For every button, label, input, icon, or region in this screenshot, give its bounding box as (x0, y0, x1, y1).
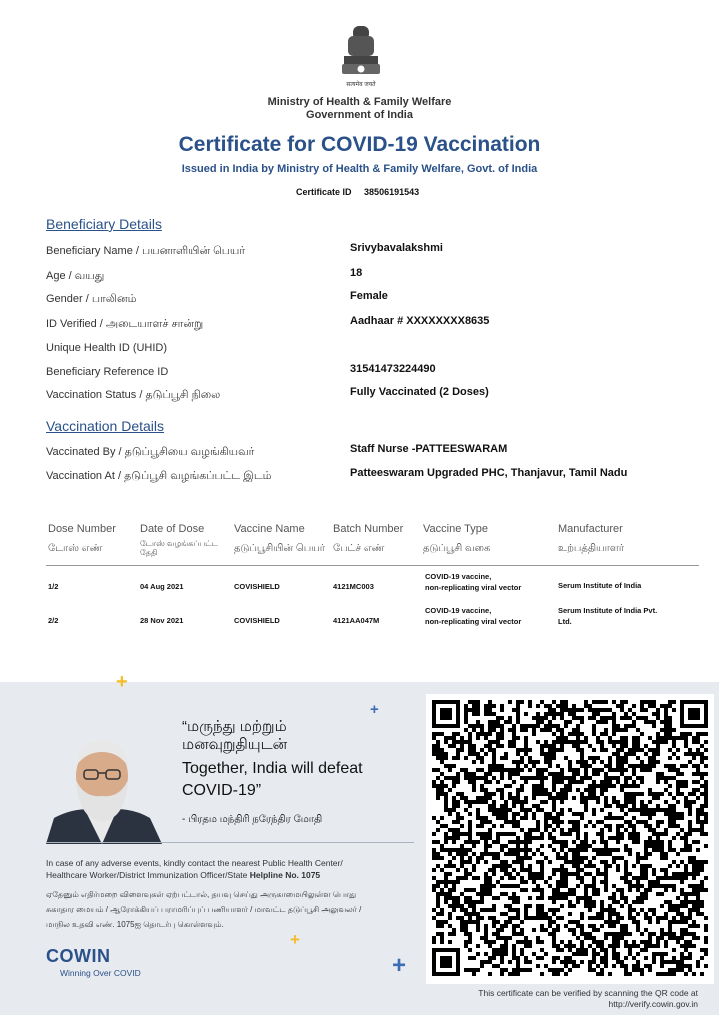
table-header: Batch Number (333, 523, 404, 535)
quote-tamil (182, 718, 287, 754)
vaccine-type: non-replicating viral vector (425, 583, 522, 592)
beneficiary-value: Fully Vaccinated (2 Doses) (350, 386, 489, 398)
manufacturer: Ltd. (558, 617, 572, 626)
pm-attribution: - பிரதம மந்திரி நரேந்திர மோதி (182, 814, 323, 825)
beneficiary-value: 31541473224490 (350, 363, 436, 375)
table-header-tamil: உற்பத்தியாளர் (558, 543, 625, 554)
pm-portrait (46, 726, 166, 844)
helpline-number: Helpline No. 1075 (249, 870, 321, 880)
qr-code (426, 694, 714, 984)
vaccination-label: Vaccinated By / தடுப்பூசியை வழங்கியவர் (46, 446, 255, 458)
ministry-name (0, 96, 719, 122)
quote-english (182, 758, 363, 802)
plus-icon: + (290, 930, 300, 949)
contact-tamil-line: சுகாதார மையம் / ஆரோக்கியப் பராமரிப்புப் பணியாளர் / மாவட்ட தடுப்பூசி அலுவலர் / (46, 905, 362, 914)
table-header-tamil: டோஸ் வழங்கப்பட்ட தேதி (140, 539, 218, 557)
vaccine-name: COVISHIELD (234, 582, 280, 591)
manufacturer: Serum Institute of India Pvt. (558, 606, 658, 615)
table-header-tamil: தடுப்பூசியின் பெயர் (234, 543, 325, 554)
dose-number: 2/2 (48, 616, 59, 625)
dose-date: 04 Aug 2021 (140, 582, 184, 591)
beneficiary-label: Beneficiary Reference ID (46, 366, 169, 378)
quote-english-line: Together, India will defeat (182, 760, 363, 777)
cowin-tagline: Winning Over COVID (60, 968, 141, 978)
certificate-id (296, 187, 419, 197)
quote-tamil-line: மனவுறுதியுடன் (182, 736, 288, 753)
table-header: Date of Dose (140, 523, 205, 535)
vaccination-label: Vaccination At / தடுப்பூசி வழங்கப்பட்ட இடம் (46, 470, 272, 482)
vaccination-heading: Vaccination Details (46, 418, 165, 434)
plus-icon: + (116, 671, 128, 693)
contact-line: In case of any adverse events, kindly contact the nearest Public Health Center/ (46, 858, 343, 868)
dose-number: 1/2 (48, 582, 59, 591)
table-header: Vaccine Name (234, 523, 305, 535)
contact-tamil-line: ஏதேனும் எதிர்மறை விளைவுகள் ஏற்பட்டால், தயவு செய்து அருகாமையிலுள்ள பொது (46, 890, 357, 899)
beneficiary-value: 18 (350, 267, 363, 279)
table-header: Dose Number (48, 523, 116, 535)
emblem-caption: सत्यमेव जयते (346, 82, 376, 88)
vaccine-type: COVID-19 vaccine, (425, 572, 492, 581)
manufacturer: Serum Institute of India (558, 581, 642, 590)
certificate-id-value: 38506191543 (364, 187, 420, 197)
adverse-event-contact (46, 857, 396, 881)
table-header-tamil: தடுப்பூசி வகை (423, 543, 491, 554)
ministry-line: Ministry of Health & Family Welfare (267, 96, 452, 108)
beneficiary-label: ID Verified / அடையாளச் சான்று (46, 318, 204, 330)
footer-divider (46, 842, 414, 843)
contact-tamil-line: மாநில உதவி எண். 1075ஐ தொடர்பு கொள்ளவும். (46, 920, 224, 929)
verify-line: This certificate can be verified by scanning the QR code at (478, 988, 698, 998)
beneficiary-label: Unique Health ID (UHID) (46, 342, 168, 354)
batch-number: 4121MC003 (333, 582, 374, 591)
dose-date: 28 Nov 2021 (140, 616, 184, 625)
government-line: Government of India (306, 109, 413, 121)
vaccination-value: Staff Nurse -PATTEESWARAM (350, 443, 508, 455)
beneficiary-value: Srivybavalakshmi (350, 242, 443, 254)
plus-icon: + (370, 701, 379, 718)
vaccination-value: Patteeswaram Upgraded PHC, Thanjavur, Tamil Nadu (350, 467, 628, 479)
certificate-id-label: Certificate ID (296, 187, 352, 197)
vaccine-type: non-replicating viral vector (425, 617, 522, 626)
quote-tamil-line: “மருந்து மற்றும் (182, 718, 287, 735)
cowin-logo: COWIN (46, 946, 111, 966)
beneficiary-label: Vaccination Status / தடுப்பூசி நிலை (46, 389, 221, 401)
beneficiary-label: Beneficiary Name / பயனாளியின் பெயர் (46, 245, 246, 257)
certificate-subtitle: Issued in India by Ministry of Health & Family Welfare, Govt. of India (181, 163, 538, 175)
table-header-tamil: பேட்ச் எண் (333, 543, 385, 554)
plus-icon: + (392, 952, 407, 979)
beneficiary-value: Female (350, 290, 388, 302)
verification-note (430, 988, 698, 1010)
contact-line: Healthcare Worker/District Immunization Officer/State (46, 870, 248, 880)
certificate-title: Certificate for COVID-19 Vaccination (178, 133, 541, 156)
beneficiary-heading: Beneficiary Details (46, 216, 162, 232)
beneficiary-value: Aadhaar # XXXXXXXX8635 (350, 315, 490, 327)
verify-url: http://verify.cowin.gov.in (608, 999, 698, 1009)
table-header: Vaccine Type (423, 523, 489, 535)
quote-english-line: COVID-19” (182, 782, 262, 799)
beneficiary-label: Age / வயது (46, 270, 105, 282)
table-header-tamil: டோஸ் எண் (48, 543, 103, 554)
table-divider (46, 565, 699, 566)
adverse-event-contact-tamil (46, 887, 406, 932)
national-emblem-icon (338, 24, 384, 90)
table-header: Manufacturer (558, 523, 623, 535)
batch-number: 4121AA047M (333, 616, 380, 625)
vaccine-name: COVISHIELD (234, 616, 280, 625)
beneficiary-label: Gender / பாலினம் (46, 293, 137, 305)
vaccine-type: COVID-19 vaccine, (425, 606, 492, 615)
